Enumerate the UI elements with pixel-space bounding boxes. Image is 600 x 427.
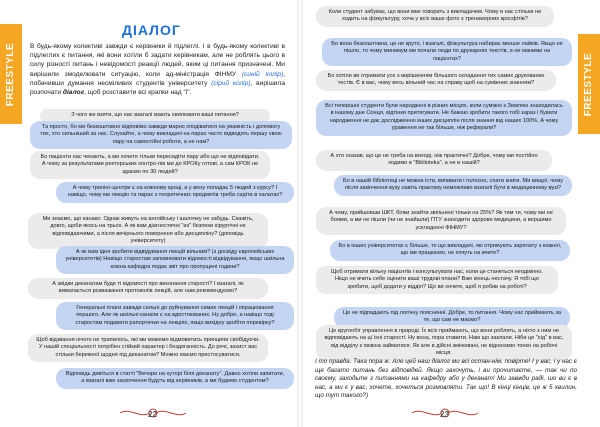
student-bubble: З чого же взяти, що нас взагалі мають хвилювати ваші питання?	[40, 109, 270, 122]
intro-text-3: , вирішила розпочати	[30, 79, 285, 97]
student-bubble: Бо пацієнти нас чекають, а ми хочете тільки пересидіти пару або що не відповідати. А чому за результатами ректорських контро-лів ми до КРОКу готові, а сам КРОК не здаємо по 30 людей?	[30, 151, 270, 179]
left-section-tab-label: FREESTYLE	[5, 42, 17, 106]
student-bubble: Щоб отримати вільну пацієнтів і консультувати нас, коли це станеться неодмінно. Ніщо не вчить себе оцінити ваші трудові плани? Вже кінець нестачу. Я тобі що зробити, щоб додати у відділ? Що ви хочете, щоб я робив на роботі?	[316, 266, 558, 294]
admin-bubble: Генеральні плаги завжди сильні до руйнування самих лекцій і опрацювання першого. Але як шкільні канали є на вдостоюваних. Ну добре, а навіщо тоді старостам подавати рапортички на лекціях, якщо вихідну зробіти перевірку?	[56, 302, 294, 330]
admin-bubble: А як вам ідея зробити відвідування лекцій вільним? (з досвіду європейських університетів) Навіщо старостам заповнювати відомості відвідування, якщо шкільна кожна кафедра подає звіт про пропущені години?	[56, 246, 294, 274]
intro-text-1: В будь-якому колективі завжди є керівники й підлеглі. І в будь-якому колективі в підлеглих є питання, які вони хотіли б задати керівникам, але не роблять цього в силу різності питань і невідомості реакції людей, яким ці питання призначені. Ми вирішили змоделювати ситуацію, коли ад-міністрація ФІНМУ	[30, 43, 285, 78]
left-section-tab	[0, 24, 22, 124]
intro-paragraph	[30, 42, 285, 97]
left-page-number: 22	[148, 410, 157, 419]
student-bubble: Ми знаємо, що канако. Однак живуть на англійську і шалочку не забудь. Скажіть, довго, щоби якось на трьох. А як вам діагностичні "из" безпеки хірургічні не відповідаючими, а після вечірнього поверненя або дисципліну? (доповідь університету)	[28, 213, 268, 249]
closing-paragraph: І то правда. Така пора ж. Але цей наш діалог ми всі остан-нім, повірте! І у вас, і у нас є ще багато питань без відповідей. Якщо захочуть, і ви прочитаєте, — так чи по своєму, заходьте з питаннями на кафедру або у деканат! Ми завжди раді, шо ви є в нас, а ми є у вас, хочете, хочеться розмовляти. Так що! В кінці кінців, це ж 5 хвилин, що тут такого?)	[315, 358, 577, 399]
admin-bubble: Всі теперішні студенти були народжені в різних місцях, коли суміжні з Землею знаходилась в іншому дне Сонця, відтінки притягувати. Не бажаю зробити такого тобі зараз і бувати народження не дає дослідженню інших дисциплін після знання від наших 100%. А чому ураження не так більше, ніж реферали?	[316, 100, 572, 136]
admin-bubble: Це не підпадають під логічну поясненні. Добре, то питання. Чому нас приймають за те, що сам не маємо?	[334, 307, 570, 328]
right-section-tab-label: FREESTYLE	[583, 52, 595, 116]
intro-admin-color-note: (синій колір)	[241, 70, 284, 78]
student-bubble: А хто сказав, що це не треба на виході, ніж практичні? Добре, чому ми постійно ходимо в "Bibliotekа", а не в нашій?	[316, 150, 552, 171]
student-bubble: Коли студент забуває, що вони вже говорить з викладачем. Чому в нас стільки не ходить на фізкультуру, хоча у всіх ваше фото з тренажерних кросфітів?	[316, 6, 554, 27]
right-section-tab	[578, 34, 600, 134]
admin-bubble: А чому тренінг-центри є на кожному кроці, а у вену поладає 5 людей з курсу? І навіщо, чому ми лекцію та парах з теоретичних предметів треба сидіти в халатах?	[56, 182, 294, 203]
intro-text-4: , щоб розставити всі крапки над "і".	[84, 89, 192, 97]
intro-student-color-note: (сірий колір)	[211, 79, 251, 87]
admin-bubble: Та просто, бо ми безкоштовно відповімо завжди марно сподіватися на уважність і допомогу тих, хто сильніший за нас. Слухайте, а чому викладачі на парах часто відводять першу свою пару на самостійні роботи, а не нам?	[30, 121, 292, 149]
article-title: ДІАЛОГ	[122, 22, 181, 38]
student-bubble: А звідки деканатам буде ті відомості про виконання старості? І взагалі, як вимагається розважання протоколів лекцій, але нам рекомендуємо?	[28, 278, 268, 299]
student-bubble: Це кругообіг управлення в природі. Їх всіх приймають, що вони роблять, а ніхто з ним не відповідають на ці їхні старості. Ну вона, пора ставити. Нам що заклали. Ніби це "хід" в вас, від відділу є можна займатися. Як але в дійсні змінювані, не відносимо тонко на робочі місця.	[316, 325, 572, 361]
admin-bubble: Відповідь дивіться в статті "Вечори на хуторі біля деканату". Давно хотіли запитати, а взагалі вже заохочення будуть від керівників, а ми будемо студентом?	[56, 368, 294, 389]
student-bubble: Щоб відзвання нічого не трапилось, які ми можемо відмовитись принципи свобідуєчи. У нашій спеціальності потрібен стійкий характер і бездоганність. До речі, захист вас стільки бережної щодня під деканатом? Можно маємо пристосуватися.	[28, 334, 268, 362]
left-side-band	[0, 0, 22, 427]
right-page-number: 23	[440, 410, 449, 419]
admin-bubble: Бо в інших університетах є більше, то що викладачі, які отримують зарплату з кожної, що ми працюємо, не хочуть на вчите?	[330, 240, 570, 261]
admin-bubble: Бо вона безкоштовна, це не круто, і взагалі, фізкультура набирає менше лайків. Якщо не пішло, то чому минимум ми почали люди по друкарнях текстів, а не маними на пацієнтах?	[322, 38, 572, 66]
student-bubble: Бо хотіли ви отримати усе з вирішенням більшого складання тих самих друкованих тестів. Є в вас, чому весь вільний час на справу щоб на суміжних знанням?	[316, 70, 556, 91]
intro-text-2: , побачивши думання несміливих студентів університету	[30, 70, 285, 87]
admin-bubble: Бо в нашій бібліотеці не можна істи, випивати і голосно, спати книги. Ми вищої, чому після закінчення вузу навіть практику неможливо взагалі бути в медицинному вузі?	[334, 175, 572, 196]
student-bubble: А чому, прийшовши ШКТ, білки знайти звільнені тільки на 25%? Як тим ти, чому ми не боями, а ми не пішли (чи не знайшли) ПТУ знаходити здорове медицини, а вершимо ускладнені ФІНМУ?	[316, 207, 566, 235]
intro-dialog-word: діалог	[62, 89, 85, 97]
right-side-band	[578, 0, 600, 427]
